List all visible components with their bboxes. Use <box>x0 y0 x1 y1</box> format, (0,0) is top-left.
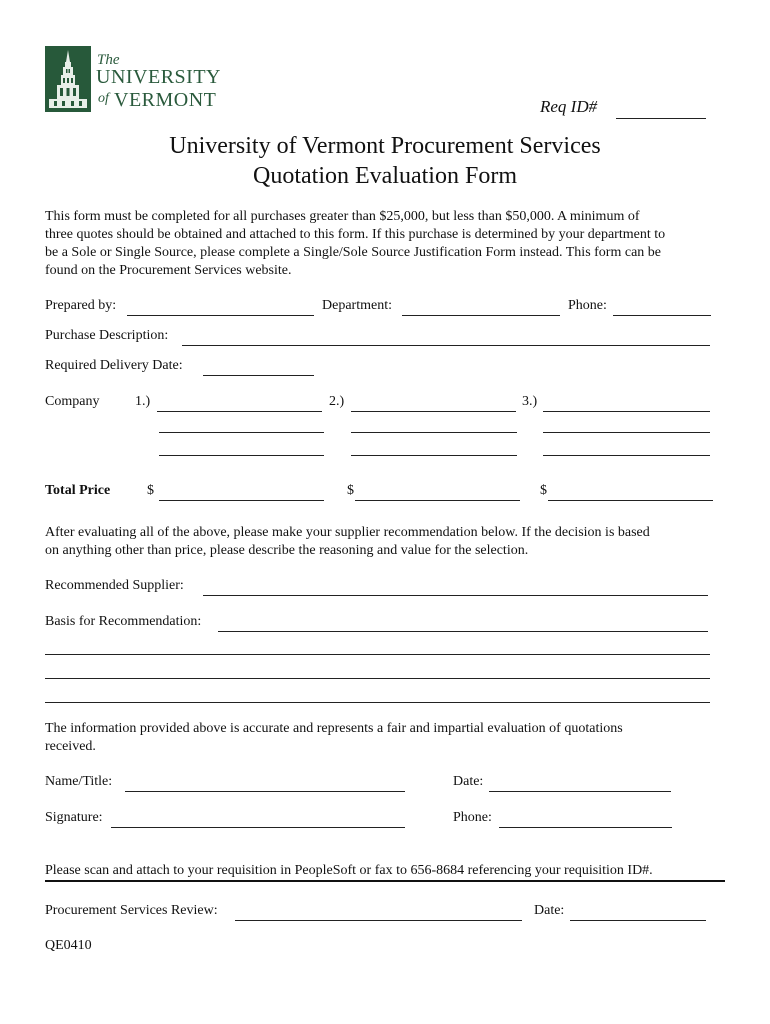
company-1-field[interactable] <box>157 393 322 412</box>
total-price-3-dollar: $ <box>540 483 547 498</box>
logo-vermont: VERMONT <box>114 89 217 111</box>
prepared-by-field[interactable] <box>127 297 314 316</box>
req-id-field[interactable] <box>616 100 706 119</box>
total-price-2-field[interactable] <box>355 482 520 501</box>
signature-label: Signature: <box>45 810 103 825</box>
certification-line-2: received. <box>45 739 96 754</box>
intro-line-2: three quotes should be obtained and attached to this form. If this purchase is determined by your department to <box>45 227 666 242</box>
company-label: Company <box>45 394 100 409</box>
intro-line-4: found on the Procurement Services website. <box>45 263 292 278</box>
form-code: QE0410 <box>45 938 92 953</box>
name-title-field[interactable] <box>125 773 405 792</box>
phone-field[interactable] <box>613 297 711 316</box>
form-title: University of Vermont Procurement Services <box>169 133 601 159</box>
signature-field[interactable] <box>111 809 405 828</box>
basis-line-4[interactable] <box>45 684 710 703</box>
procurement-review-field[interactable] <box>235 902 522 921</box>
purchase-description-label: Purchase Description: <box>45 328 169 343</box>
total-price-1-dollar: $ <box>147 483 154 498</box>
name-title-label: Name/Title: <box>45 774 113 789</box>
company-2-field[interactable] <box>351 393 516 412</box>
company-1-detail-1[interactable] <box>159 414 324 433</box>
recommended-supplier-field[interactable] <box>203 577 708 596</box>
logo-university: UNIVERSITY <box>96 66 221 88</box>
review-date-field[interactable] <box>570 902 706 921</box>
section-divider <box>45 880 725 882</box>
required-delivery-date-field[interactable] <box>203 357 314 376</box>
cert-phone-label: Phone: <box>453 810 492 825</box>
company-3-detail-1[interactable] <box>543 414 710 433</box>
company-2-label: 2.) <box>329 394 345 409</box>
logo-of: of <box>98 91 109 106</box>
company-3-field[interactable] <box>543 393 710 412</box>
required-delivery-date-label: Required Delivery Date: <box>45 358 183 373</box>
form-subtitle: Quotation Evaluation Form <box>253 163 517 189</box>
recommendation-line-1: After evaluating all of the above, please make your supplier recommendation below. If the decision is based <box>45 525 650 540</box>
review-date-label: Date: <box>534 903 565 918</box>
tower-icon <box>45 46 91 112</box>
basis-for-recommendation-label: Basis for Recommendation: <box>45 614 202 629</box>
intro-line-3: be a Sole or Single Source, please complete a Single/Sole Source Justification Form instead. This form can be <box>45 245 661 260</box>
purchase-description-field[interactable] <box>182 327 710 346</box>
total-price-3-field[interactable] <box>548 482 713 501</box>
department-field[interactable] <box>402 297 560 316</box>
basis-line-3[interactable] <box>45 660 710 679</box>
department-label: Department: <box>322 298 392 313</box>
logo-the: The <box>97 52 120 68</box>
total-price-1-field[interactable] <box>159 482 324 501</box>
prepared-by-label: Prepared by: <box>45 298 117 313</box>
procurement-review-label: Procurement Services Review: <box>45 903 218 918</box>
company-1-label: 1.) <box>135 394 151 409</box>
req-id-label: Req ID# <box>540 97 598 116</box>
company-3-detail-2[interactable] <box>543 437 710 456</box>
cert-date-field[interactable] <box>489 773 671 792</box>
university-logo-emblem <box>45 46 91 112</box>
phone-label: Phone: <box>568 298 607 313</box>
submission-instruction: Please scan and attach to your requisition in PeopleSoft or fax to 656-8684 referencing your requisition ID#. <box>45 863 653 878</box>
company-1-detail-2[interactable] <box>159 437 324 456</box>
intro-line-1: This form must be completed for all purchases greater than $25,000, but less than $50,000. A minimum of <box>45 209 640 224</box>
company-3-label: 3.) <box>522 394 538 409</box>
total-price-2-dollar: $ <box>347 483 354 498</box>
cert-phone-field[interactable] <box>499 809 672 828</box>
company-2-detail-1[interactable] <box>351 414 517 433</box>
company-2-detail-2[interactable] <box>351 437 517 456</box>
recommendation-line-2: on anything other than price, please describe the reasoning and value for the selection. <box>45 543 529 558</box>
cert-date-label: Date: <box>453 774 484 789</box>
recommended-supplier-label: Recommended Supplier: <box>45 578 184 593</box>
basis-for-recommendation-field[interactable] <box>218 613 708 632</box>
total-price-label: Total Price <box>45 483 111 498</box>
certification-line-1: The information provided above is accurate and represents a fair and impartial evaluation of quotations <box>45 721 623 736</box>
basis-line-2[interactable] <box>45 636 710 655</box>
